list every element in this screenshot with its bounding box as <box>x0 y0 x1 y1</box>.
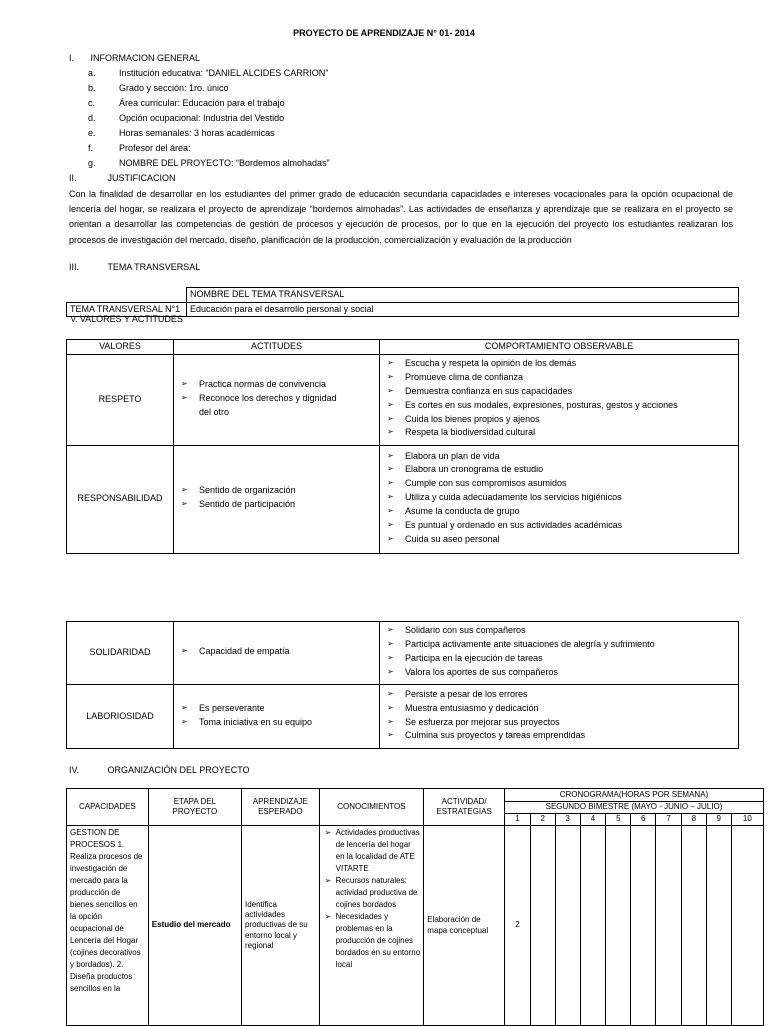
valores-header-actitudes: ACTITUDES <box>174 340 380 355</box>
tema-row-value: Educación para el desarrollo personal y social <box>187 302 739 317</box>
comportamiento-item: ➢ Participa activamente ante situaciones de alegría y sufrimiento <box>383 639 735 653</box>
tema-transversal-table <box>66 287 739 317</box>
table-row <box>67 622 739 685</box>
comportamiento-list <box>383 451 735 548</box>
info-item <box>69 158 330 173</box>
table-row <box>67 445 739 553</box>
comportamiento-item: ➢ Utiliza y cuida adecuadamente los servicios higiénicos <box>383 492 735 506</box>
section-heading: v. VALORES Y ACTITUDES <box>71 314 183 324</box>
info-item-text: NOMBRE DEL PROYECTO: “Bordemos almohadas” <box>119 158 330 168</box>
section-heading: JUSTIFICACION <box>107 173 176 183</box>
info-item-text: Profesor del área: <box>119 143 191 153</box>
hour-cell <box>731 826 763 1026</box>
comportamiento-item: ➢ Es cortes en sus modales, expresiones, posturas, gestos y acciones <box>383 400 735 414</box>
week-header: 8 <box>681 814 706 826</box>
document-title: PROYECTO DE APRENDIZAJE N° 01- 2014 <box>293 28 475 38</box>
info-item-text: Opción ocupacional: Industria del Vestido <box>119 113 285 123</box>
etapa-cell: Estudio del mercado <box>148 826 241 1026</box>
comportamiento-item: ➢ Cumple con sus compromisos asumidos <box>383 478 735 492</box>
week-header: 1 <box>504 814 530 826</box>
info-item-letter: a. <box>88 68 96 78</box>
justificacion-paragraph: Con la finalidad de desarrollar en los estudiantes del primer grado de educación secundaria capacidades e intereses vocacionales para la opción ocupacional de lencería del hogar, se realizara el proyecto de aprendizaje “bordemos almohadas”. Las actividades de enseñanza y aprendizaje que se realizara en el proyecto se orientan a desarrollar las competencias de gestión de procesos y ejecución de procesos, por lo que en la ejecución del proyecto los estudiantes realizaran los procesos de investigación del mercado, diseño, planificación de la producción, comercialización y evaluación de la producción <box>69 189 733 245</box>
comportamiento-list <box>383 625 735 681</box>
header-aprendizaje: APRENDIZAJE ESPERADO <box>241 789 319 826</box>
header-etapa: ETAPA DEL PROYECTO <box>148 789 241 826</box>
tema-row-label: TEMA TRANSVERSAL N°1 <box>67 302 187 317</box>
section-number: I. <box>69 53 75 63</box>
valor-cell: LABORIOSIDAD <box>67 685 174 749</box>
capacidades-cell: GESTION DE PROCESOS 1. Realiza procesos de investigación de mercado para la producción de bienes sencillos en la opción ocupacional de Lencería del Hogar (cojines decorativos y bordados). 2. Diseña productos sencillos en la <box>67 826 149 1026</box>
week-header: 5 <box>606 814 631 826</box>
section-heading: ORGANIZACIÓN DEL PROYECTO <box>107 765 250 775</box>
conocimientos-list <box>323 827 421 971</box>
valores-table <box>66 339 739 554</box>
hour-cell <box>631 826 656 1026</box>
actitud-item: ➢ Es perseverante <box>177 703 376 717</box>
actitud-item: ➢ Reconoce los derechos y dignidad <box>177 393 376 407</box>
info-item-letter: g. <box>88 158 96 168</box>
info-item <box>69 83 330 98</box>
valores-header-valores: VALORES <box>67 340 174 355</box>
comportamiento-item: ➢ Valora los aportes de sus compañeros <box>383 667 735 681</box>
week-header: 3 <box>555 814 580 826</box>
info-item-letter: b. <box>88 83 96 93</box>
tema-col-header: NOMBRE DEL TEMA TRANSVERSAL <box>187 288 739 303</box>
actitudes-cell <box>174 445 380 553</box>
comportamiento-item: ➢ Culmina sus proyectos y tareas emprendidas <box>383 730 735 744</box>
hour-cell <box>555 826 580 1026</box>
hour-cell <box>706 826 731 1026</box>
comportamiento-cell <box>380 445 739 553</box>
section-informacion-general <box>69 53 330 173</box>
info-item-letter: c. <box>88 98 96 108</box>
actitud-item: del otro <box>199 406 230 417</box>
header-actividad: ACTIVIDAD/ ESTRATEGIAS <box>424 789 505 826</box>
actitud-item: ➢ Capacidad de empatía <box>177 646 376 660</box>
section-heading: TEMA TRANSVERSAL <box>107 262 201 272</box>
hour-cell <box>580 826 606 1026</box>
comportamiento-cell <box>380 622 739 685</box>
week-header: 10 <box>731 814 763 826</box>
actitudes-list <box>177 703 376 731</box>
actitudes-cell <box>174 685 380 749</box>
comportamiento-item: ➢ Persiste a pesar de los errores <box>383 689 735 703</box>
section-number: II. <box>69 173 77 183</box>
header-cronograma: CRONOGRAMA(HORAS POR SEMANA) <box>504 789 763 802</box>
info-list <box>69 68 330 173</box>
info-item <box>69 113 330 128</box>
conocimiento-item: ➢ Necesidades y problemas en la producción de cojines bordados en su entorno local <box>323 911 421 971</box>
week-header: 4 <box>580 814 606 826</box>
comportamiento-list <box>383 358 735 441</box>
week-header: 6 <box>631 814 656 826</box>
comportamiento-item: ➢ Respeta la biodiversidad cultural <box>383 427 735 441</box>
comportamiento-item: ➢ Demuestra confianza en sus capacidades <box>383 386 735 400</box>
info-item <box>69 68 330 83</box>
info-item-letter: d. <box>88 113 96 123</box>
section-valores-heading <box>71 314 183 329</box>
organizacion-table <box>66 788 764 1026</box>
info-item <box>69 143 330 158</box>
week-header: 2 <box>530 814 555 826</box>
comportamiento-item: ➢ Muestra entusiasmo y dedicación <box>383 703 735 717</box>
header-capacidades: CAPACIDADES <box>67 789 149 826</box>
hour-cell <box>656 826 682 1026</box>
valores-header-comportamiento: COMPORTAMIENTO OBSERVABLE <box>380 340 739 355</box>
actitudes-cell <box>174 354 380 445</box>
actitudes-list <box>177 485 376 513</box>
comportamiento-item: ➢ Cuida su aseo personal <box>383 534 735 548</box>
valor-cell: RESPONSABILIDAD <box>67 445 174 553</box>
actitudes-list <box>177 379 376 421</box>
comportamiento-list <box>383 689 735 745</box>
valor-cell: RESPETO <box>67 354 174 445</box>
comportamiento-item: ➢ Asume la conducta de grupo <box>383 506 735 520</box>
section-organizacion-heading <box>69 765 250 780</box>
week-header: 7 <box>656 814 682 826</box>
hour-cell: 2 <box>504 826 530 1026</box>
actitud-item: ➢ Toma iniciativa en su equipo <box>177 717 376 731</box>
section-number: IV. <box>69 765 80 775</box>
info-item-letter: f. <box>88 143 94 153</box>
actitudes-list <box>177 646 376 660</box>
hour-cell <box>681 826 706 1026</box>
info-item-text: Institución educativa: “DANIEL ALCIDES CARRION” <box>119 68 329 78</box>
comportamiento-cell <box>380 354 739 445</box>
comportamiento-item: ➢ Solidario con sus compañeros <box>383 625 735 639</box>
week-header: 9 <box>706 814 731 826</box>
valor-cell: SOLIDARIDAD <box>67 622 174 685</box>
section-justificacion-heading <box>69 173 176 188</box>
header-bimestre: SEGUNDO BIMESTRE (MAYO - JUNIO – JULIO) <box>504 802 763 814</box>
comportamiento-cell <box>380 685 739 749</box>
empty-cell <box>67 288 187 303</box>
table-row <box>67 826 764 1026</box>
info-item-text: Grado y sección: 1ro. único <box>119 83 229 93</box>
info-item-text: Horas semanales: 3 horas académicas <box>119 128 275 138</box>
info-item-letter: e. <box>88 128 96 138</box>
table-row <box>67 354 739 445</box>
actitud-item: ➢ Practica normas de convivencia <box>177 379 376 393</box>
comportamiento-item: ➢ Escucha y respeta la opinión de los demás <box>383 358 735 372</box>
table-row <box>67 685 739 749</box>
comportamiento-item: ➢ Promueve clima de confianza <box>383 372 735 386</box>
actitud-item: ➢ Sentido de participación <box>177 499 376 513</box>
comportamiento-item: ➢ Es puntual y ordenado en sus actividades académicas <box>383 520 735 534</box>
header-conocimientos: CONOCIMIENTOS <box>319 789 424 826</box>
aprendizaje-cell: Identifica actividades productivas de su entorno local y regional <box>241 826 319 1026</box>
section-tema-heading <box>69 262 200 277</box>
actitudes-cell <box>174 622 380 685</box>
actitud-item: ➢ Sentido de organización <box>177 485 376 499</box>
info-item <box>69 128 330 143</box>
conocimientos-cell <box>319 826 424 1026</box>
hour-cell <box>530 826 555 1026</box>
section-heading: INFORMACION GENERAL <box>90 53 201 63</box>
comportamiento-item: ➢ Elabora un cronograma de estudio <box>383 464 735 478</box>
comportamiento-item: ➢ Cuida los bienes propios y ajenos <box>383 414 735 428</box>
section-number: III. <box>69 262 80 272</box>
info-item <box>69 98 330 113</box>
comportamiento-item: ➢ Participa en la ejecución de tareas <box>383 653 735 667</box>
info-item-text: Área curricular: Educación para el trabajo <box>119 98 285 108</box>
hour-cell <box>606 826 631 1026</box>
comportamiento-item: ➢ Elabora un plan de vida <box>383 451 735 465</box>
comportamiento-item: ➢ Se esfuerza por mejorar sus proyectos <box>383 717 735 731</box>
actividad-cell: Elaboración de mapa conceptual <box>424 826 505 1026</box>
conocimiento-item: ➢ Actividades productivas de lencería del hogar en la localidad de ATE VITARTE <box>323 827 421 875</box>
conocimiento-item: ➢ Recursos naturales: actividad productiva de cojines bordados <box>323 875 421 911</box>
valores-table-continued <box>66 621 739 749</box>
